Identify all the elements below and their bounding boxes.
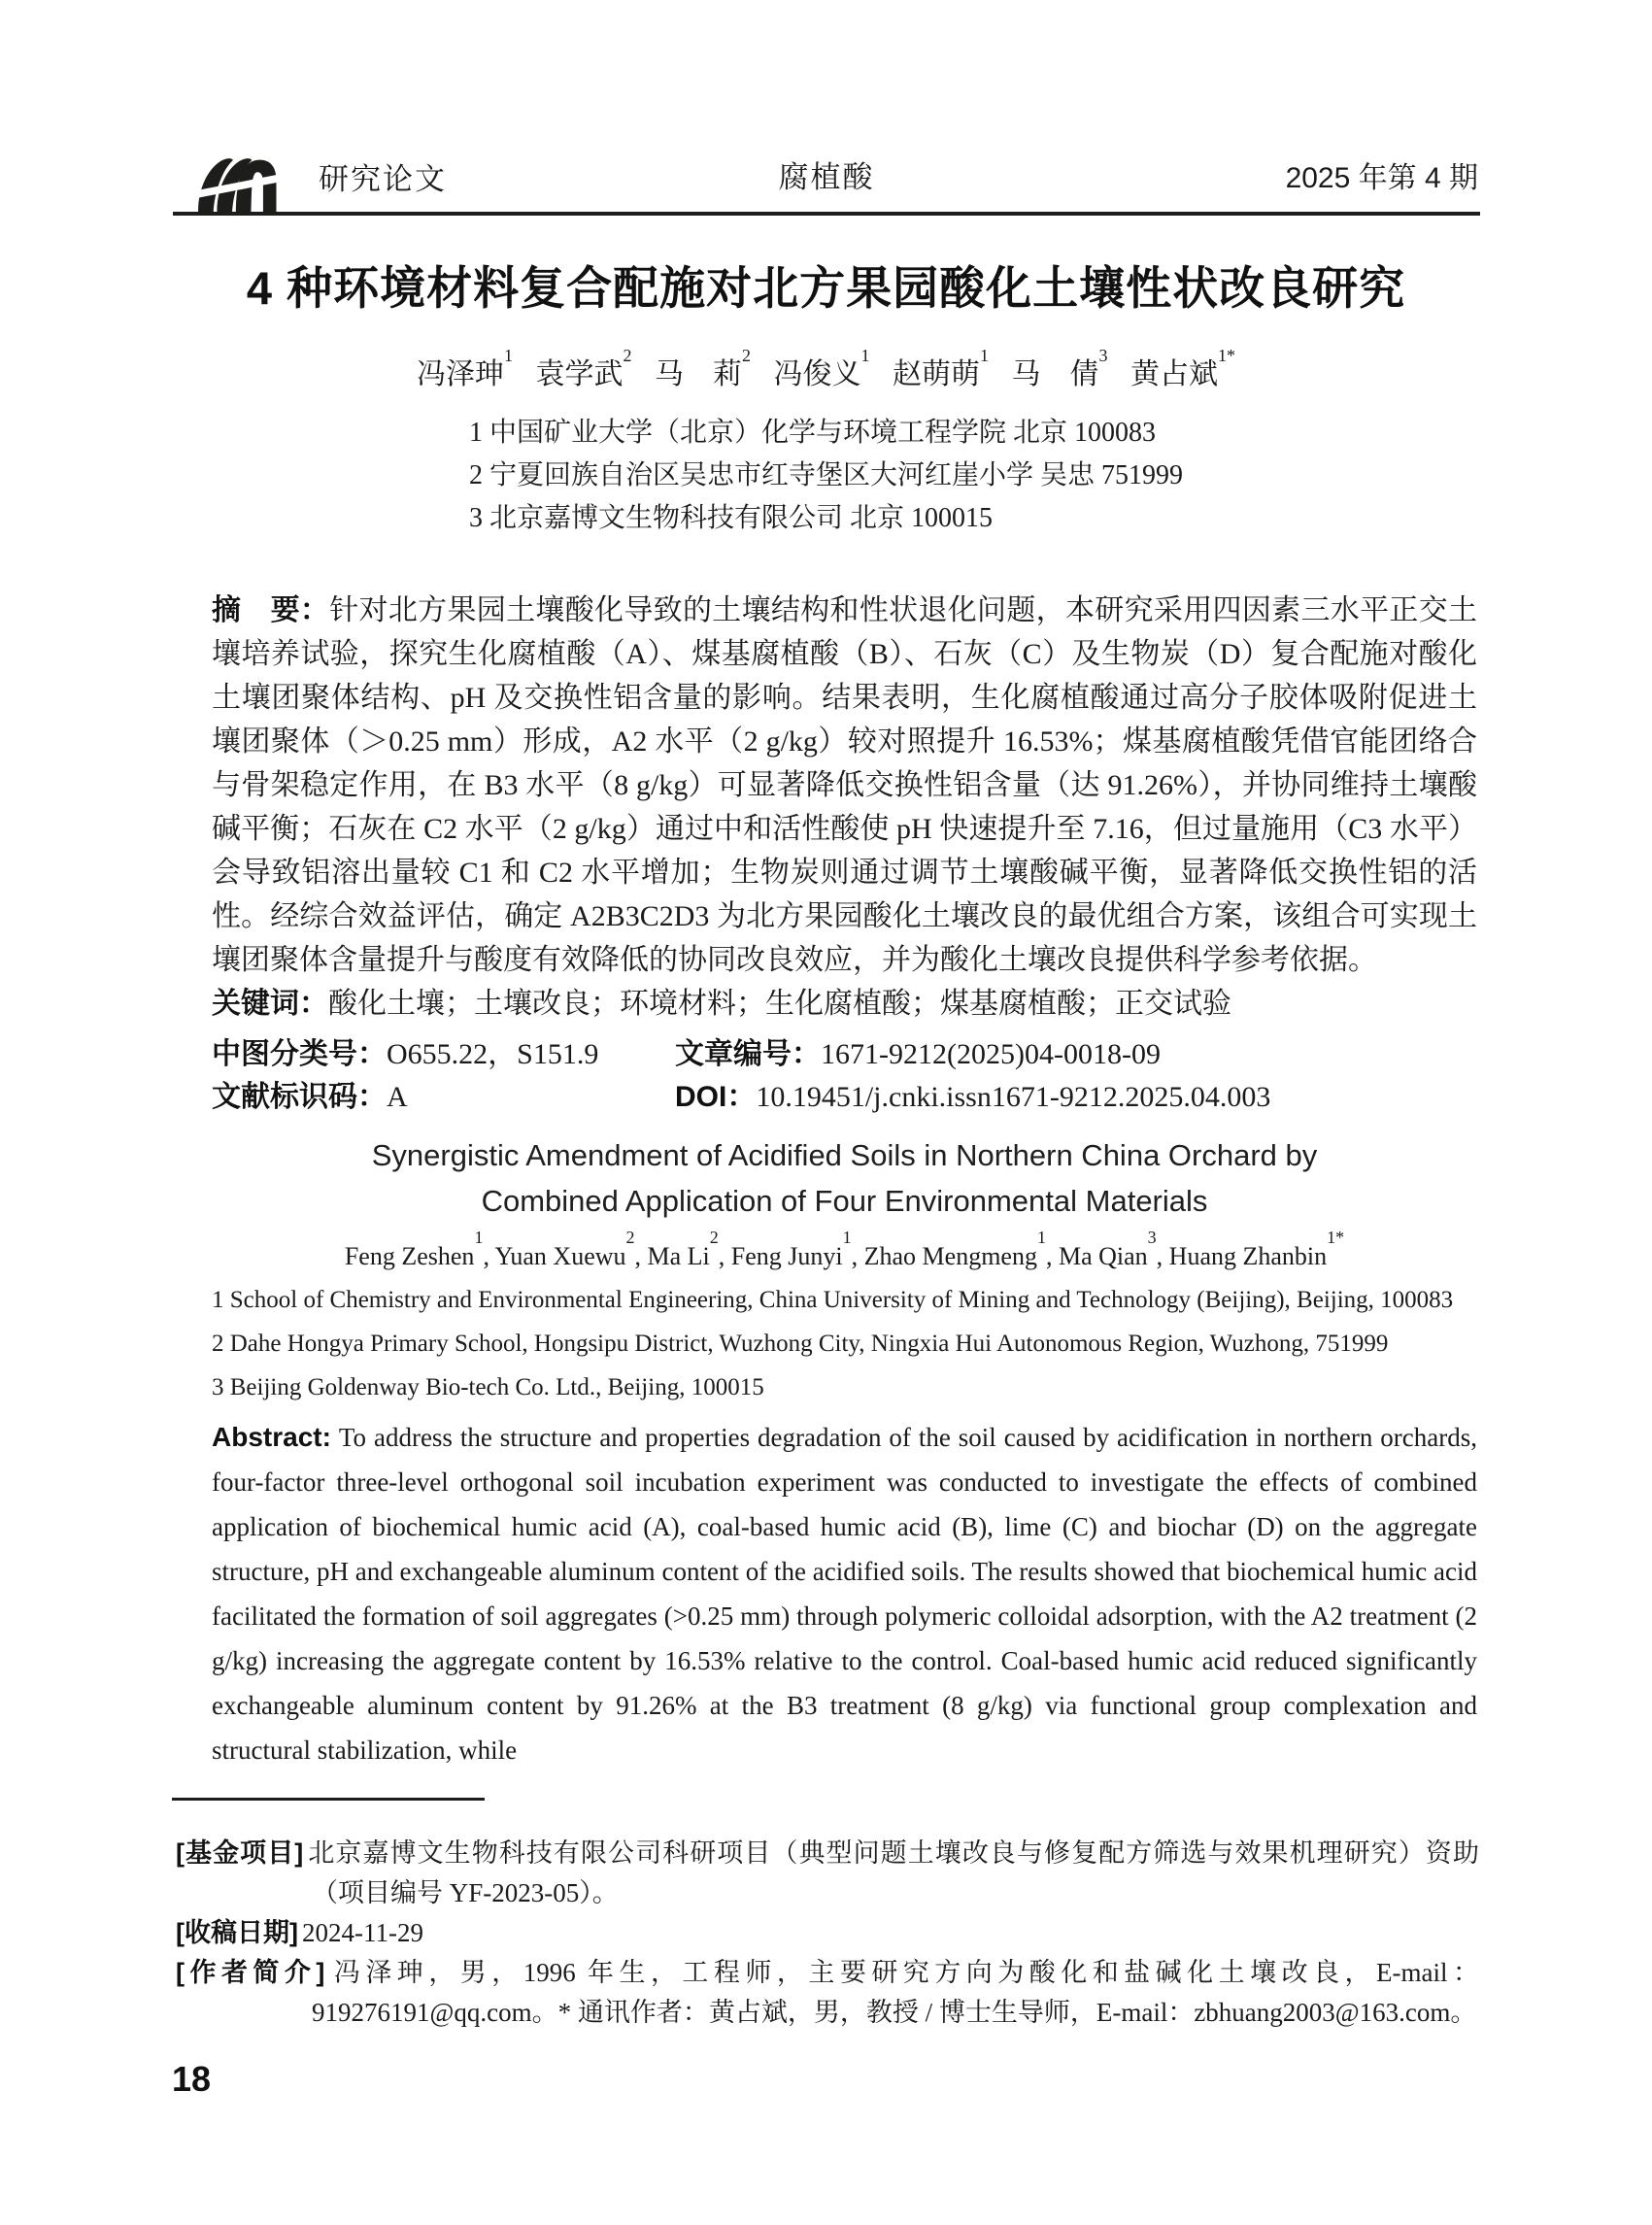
page-number: 18 — [172, 2059, 212, 2099]
author-sup: 2 — [623, 346, 632, 365]
doi-field — [675, 1076, 1477, 1119]
author-sup: 1 — [474, 1228, 484, 1247]
author-sup: 1 — [504, 346, 513, 365]
abstract-cn-text: 针对北方果园土壤酸化导致的土壤结构和性状退化问题，本研究采用四因素三水平正交土壤培养试验，探究生化腐植酸（A）、煤基腐植酸（B）、石灰（C）及生物炭（D）复合配施对酸化土壤团聚体结构、pH 及交换性铝含量的影响。结果表明，生化腐植酸通过高分子胶体吸附促进土壤团聚体（＞0.25 mm）形成，A2 水平（2 g/kg）较对照提升 16.53%；煤基腐植酸凭借官能团络合与骨架稳定作用，在 B3 水平（8 g/kg）可显著降低交换性铝含量（达 91.26%），并协同维持土壤酸碱平衡；石灰在 C2 水平（2 g/kg）通过中和活性酸使 pH 快速提升至 7.16，但过量施用（C3 水平）会导致铝溶出量较 C1 和 C2 水平增加；生物炭则通过调节土壤酸碱平衡，显著降低交换性铝的活性。经综合效益评估，确定 A2B3C2D3 为北方果园酸化土壤改良的最优组合方案，该组合可实现土壤团聚体含量提升与酸度有效降低的协同改良效应，并为酸化土壤改良提供科学参考依据。 — [212, 594, 1478, 976]
author-sup: 3 — [1098, 346, 1108, 365]
meta-row-2 — [212, 1076, 1477, 1119]
affiliation-cn: 3 北京嘉博文生物科技有限公司 北京 100015 — [468, 503, 993, 533]
author-cn: 冯泽珅$^1$ — [417, 346, 513, 390]
author-sup: 3 — [1147, 1228, 1157, 1247]
author-en: Feng Zeshen$^1$ , — [345, 1242, 495, 1270]
author-cn: 马 倩$^3$ — [1011, 346, 1108, 390]
keywords-cn — [212, 982, 1477, 1026]
issue-label: 2025 年第 4 期 — [1285, 162, 1478, 194]
received-label: [收稿日期] — [176, 1917, 298, 1947]
author-sup: 1* — [1327, 1228, 1345, 1247]
keywords-label: 关键词： — [212, 988, 328, 1020]
authors-en — [212, 1230, 1477, 1276]
article-id-field — [675, 1033, 1477, 1076]
article-title-en — [212, 1132, 1477, 1224]
keywords-text: 酸化土壤；土壤改良；环境材料；生化腐植酸；煤基腐植酸；正交试验 — [328, 988, 1231, 1020]
meta-rows — [212, 1033, 1477, 1119]
author-en: Ma Qian$^3$ , — [1059, 1242, 1169, 1270]
abstract-cn — [212, 589, 1477, 982]
author-cn: 黄占斌$^{1*}$ — [1130, 346, 1235, 390]
article-id-value: 1671-9212(2025)04-0018-09 — [821, 1038, 1161, 1070]
authors-cn — [0, 348, 1652, 394]
affiliation-cn: 1 中国矿业大学（北京）化学与环境工程学院 北京 100083 — [468, 418, 1156, 448]
affiliation-en: 3 Beijing Goldenway Bio-tech Co. Ltd., Beijing, 100015 — [212, 1373, 764, 1400]
affiliation-en: 1 School of Chemistry and Environmental Engineering, China University of Mining and Technology (Beijing), Beijing, 100083 — [212, 1286, 1454, 1313]
author-cn: 马 莉$^2$ — [655, 346, 751, 390]
clc-label: 中图分类号： — [212, 1038, 387, 1070]
author-sup: 2 — [625, 1228, 635, 1247]
author-sup: 1* — [1218, 346, 1235, 365]
abstract-en — [212, 1415, 1477, 1772]
affiliations-en — [212, 1278, 1477, 1409]
fund-label: [基金项目] — [176, 1837, 304, 1868]
title-en-line: Synergistic Amendment of Acidified Soils in Northern China Orchard by — [371, 1138, 1318, 1172]
abstract-en-label: Abstract: — [212, 1421, 331, 1452]
author-sup: 1 — [1036, 1228, 1046, 1247]
article-title-cn: 4 种环境材料复合配施对北方果园酸化土壤性状改良研究 — [246, 262, 1406, 314]
doc-code-field — [212, 1076, 675, 1119]
page-header — [173, 146, 1480, 216]
column-label: 研究论文 — [319, 162, 447, 196]
doc-code-value: A — [387, 1081, 408, 1113]
author-en: Feng Junyi$^1$ , — [731, 1242, 864, 1270]
footnotes — [176, 1834, 1479, 2033]
doi-label: DOI： — [675, 1081, 757, 1113]
affiliation-en: 2 Dahe Hongya Primary School, Hongsipu District, Wuzhong City, Ningxia Hui Autonomous Region, Wuzhong, 751999 — [212, 1330, 1389, 1357]
title-en-line: Combined Application of Four Environmental Materials — [481, 1184, 1208, 1218]
author-cn: 赵萌萌$^1$ — [893, 346, 989, 390]
footnote-separator — [172, 1798, 485, 1801]
journal-name: 腐植酸 — [778, 160, 875, 194]
affiliations-cn — [0, 412, 1652, 540]
doc-code-label: 文献标识码： — [212, 1081, 387, 1113]
bio-label: [作者简介] — [176, 1957, 325, 1987]
author-en: Huang Zhanbin$^{1*}$ — [1168, 1228, 1345, 1270]
author-sup: 1 — [842, 1228, 852, 1247]
article-id-label: 文章编号： — [675, 1038, 821, 1070]
footnote-received — [176, 1913, 1479, 1953]
author-sup: 1 — [980, 346, 989, 365]
author-cn: 冯俊义$^1$ — [773, 346, 870, 390]
footnote-bio — [176, 1953, 1479, 2033]
author-sup: 1 — [860, 346, 870, 365]
author-cn: 袁学武$^2$ — [535, 346, 632, 390]
fund-text: 北京嘉博文生物科技有限公司科研项目（典型问题土壤改良与修复配方筛选与效果机理研究）资助（项目编号 YF-2023-05）。 — [307, 1837, 1479, 1907]
received-text: 2024-11-29 — [301, 1917, 423, 1947]
bio-text: 冯泽珅，男，1996 年生，工程师，主要研究方向为酸化和盐碱化土壤改良，E-mail：919276191@qq.com。* 通讯作者：黄占斌，男，教授 / 博士生导师，E-mail：zbhuang2003@163.com。 — [312, 1957, 1479, 2027]
doi-value: 10.19451/j.cnki.issn1671-9212.2025.04.003 — [756, 1081, 1271, 1113]
author-en: Ma Li$^2$ , — [648, 1242, 731, 1270]
affiliation-cn: 2 宁夏回族自治区吴忠市红寺堡区大河红崖小学 吴忠 751999 — [468, 460, 1183, 490]
author-en: Zhao Mengmeng$^1$ , — [864, 1242, 1059, 1270]
author-en: Yuan Xuewu$^2$ , — [494, 1242, 647, 1270]
author-sup: 2 — [742, 346, 751, 365]
clc-field — [212, 1033, 675, 1076]
meta-row-1 — [212, 1033, 1477, 1076]
article-body — [0, 212, 1652, 2033]
abstract-en-text: To address the structure and properties degradation of the soil caused by acidification in northern orchards, four-factor three-level orthogonal soil incubation experiment was conducted to investigate the effects of combined application of biochemical humic acid (A), coal-based humic acid (B), lime (C) and biochar (D) on the aggregate structure, pH and exchangeable aluminum content of the acidified soils. The results showed that biochemical humic acid facilitated the formation of soil aggregates (>0.25 mm) through polymeric colloidal adsorption, with the A2 treatment (2 g/kg) increasing the aggregate content by 16.53% relative to the control. Coal-based humic acid reduced significantly exchangeable aluminum content by 91.26% at the B3 treatment (8 g/kg) via functional group complexation and structural stabilization, while — [212, 1422, 1477, 1765]
abstract-block — [212, 589, 1477, 1772]
journal-logo-icon — [185, 155, 280, 214]
footnote-fund — [176, 1834, 1479, 1913]
clc-value: O655.22，S151.9 — [387, 1038, 599, 1070]
header-left — [185, 154, 447, 214]
author-sup: 2 — [709, 1228, 719, 1247]
abstract-label: 摘 要： — [212, 594, 330, 626]
